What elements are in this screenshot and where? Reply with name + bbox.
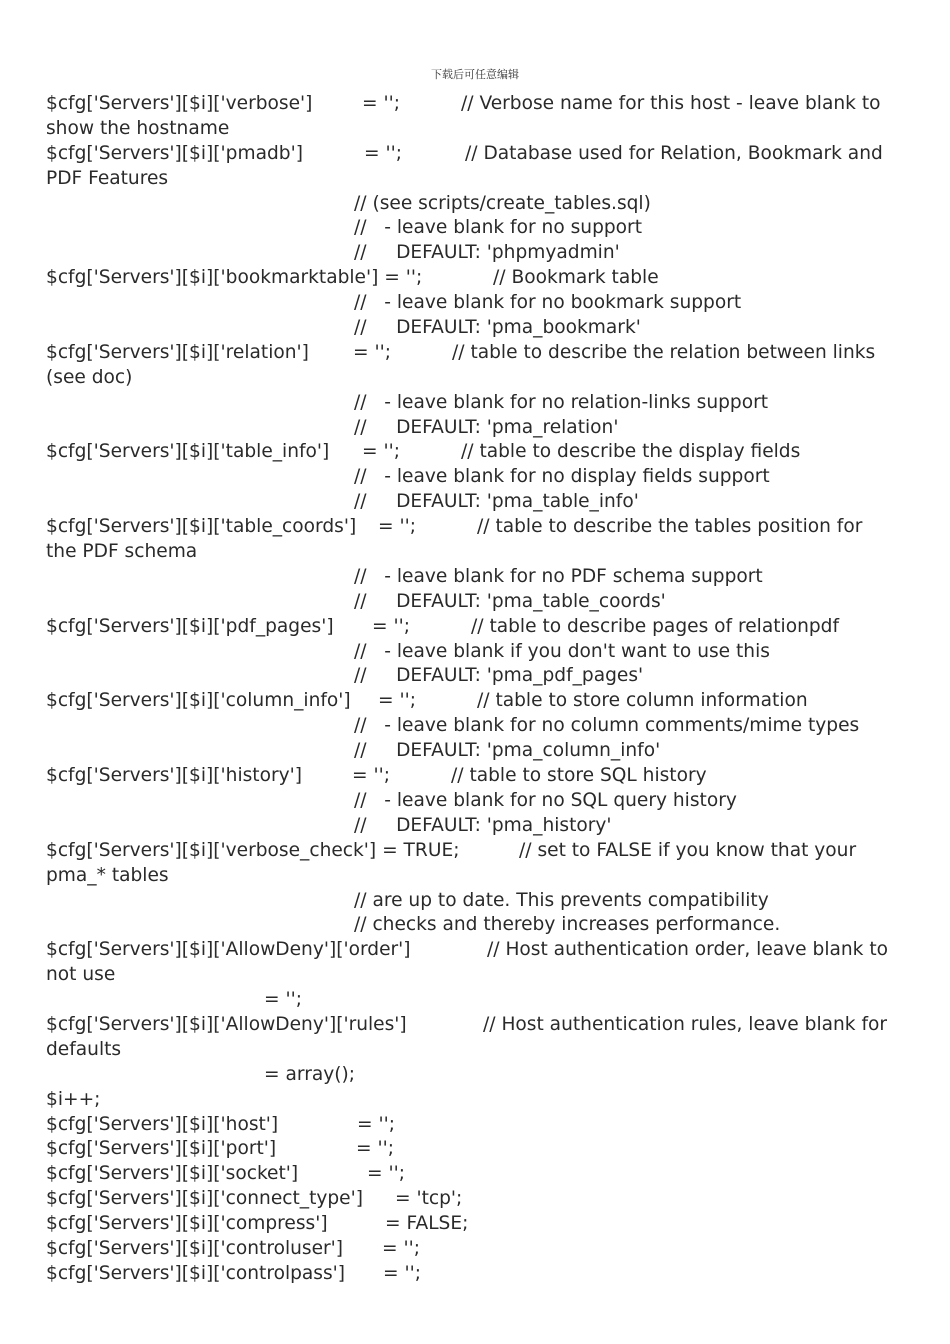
code-segment: // - leave blank for no support — [354, 217, 642, 239]
code-segment: // (see scripts/create_tables.sql) — [354, 192, 651, 214]
code-segment: // - leave blank for no relation-links support — [354, 391, 769, 413]
code-segment: // table to store column information — [477, 690, 808, 712]
code-segment: // DEFAULT: 'pma_history' — [354, 814, 612, 836]
code-segment: // - leave blank for no column comments/mime types — [354, 715, 860, 737]
code-segment: $cfg['Servers'][$i]['pdf_pages'] — [46, 615, 334, 637]
code-line — [46, 1162, 908, 1187]
code-segment: $cfg['Servers'][$i]['verbose'] — [46, 93, 313, 114]
code-line — [46, 714, 908, 739]
code-line — [46, 963, 908, 988]
code-line — [46, 789, 908, 814]
code-segment: the PDF schema — [46, 541, 198, 563]
code-segment: // Database used for Relation, Bookmark and — [465, 142, 883, 164]
code-segment: // - leave blank for no display fields support — [354, 466, 770, 488]
code-segment: PDF Features — [46, 167, 169, 189]
code-line — [46, 515, 908, 540]
page-header: 下载后可任意编辑 — [431, 68, 519, 81]
code-segment: $cfg['Servers'][$i]['port'] — [46, 1138, 277, 1160]
code-segment: // Bookmark table — [493, 267, 659, 289]
code-segment: // are up to date. This prevents compatibility — [354, 889, 769, 911]
code-line — [46, 440, 908, 465]
code-line — [46, 366, 908, 391]
code-line — [46, 266, 908, 291]
code-line — [46, 1063, 908, 1088]
code-segment: // table to describe pages of relationpdf — [471, 615, 840, 637]
code-segment: = array(); — [264, 1063, 356, 1085]
code-line — [46, 640, 908, 665]
code-line — [46, 1137, 908, 1162]
code-line — [46, 565, 908, 590]
code-line — [46, 913, 908, 938]
code-line — [46, 689, 908, 714]
code-segment: show the hostname — [46, 117, 230, 139]
code-segment: defaults — [46, 1038, 122, 1060]
code-line — [46, 92, 908, 117]
code-line — [46, 465, 908, 490]
code-segment: // Host authentication order, leave blank to — [487, 939, 889, 961]
code-segment: = ''; — [364, 142, 402, 164]
code-line — [46, 1262, 908, 1287]
code-segment: $cfg['Servers'][$i]['column_info'] — [46, 690, 351, 712]
code-segment: = ''; — [378, 516, 416, 538]
code-segment: // DEFAULT: 'pma_relation' — [354, 416, 619, 438]
code-segment: = ''; — [264, 989, 302, 1011]
code-line — [46, 1212, 908, 1237]
code-segment: // table to describe the relation between links — [452, 341, 876, 363]
code-line — [46, 1237, 908, 1262]
code-line — [46, 1113, 908, 1138]
code-segment: // table to describe the tables position for — [477, 516, 863, 538]
code-segment: = ''; — [352, 765, 390, 787]
code-line — [46, 864, 908, 889]
code-line — [46, 988, 908, 1013]
code-segment: = ''; — [353, 341, 391, 363]
code-line — [46, 764, 908, 789]
code-line — [46, 739, 908, 764]
code-line — [46, 814, 908, 839]
code-segment: // table to describe the display fields — [461, 441, 801, 463]
code-segment: (see doc) — [46, 366, 133, 388]
code-segment: // - leave blank for no SQL query history — [354, 789, 737, 811]
code-line — [46, 490, 908, 515]
code-segment: $i++; — [46, 1088, 101, 1110]
code-segment: = ''; — [362, 93, 400, 114]
code-segment: // - leave blank if you don't want to use this — [354, 640, 770, 662]
code-line — [46, 839, 908, 864]
code-segment: $cfg['Servers'][$i]['relation'] — [46, 341, 309, 363]
code-segment: // table to store SQL history — [451, 765, 707, 787]
code-segment: = ''; — [367, 1163, 405, 1185]
code-segment: // DEFAULT: 'pma_table_coords' — [354, 590, 666, 612]
code-line — [46, 1088, 908, 1113]
code-segment: pma_* tables — [46, 864, 169, 886]
code-segment: // Host authentication rules, leave blank for — [483, 1013, 888, 1035]
code-segment: // Verbose name for this host - leave blank to — [461, 93, 881, 114]
code-line — [46, 889, 908, 914]
code-line — [46, 117, 908, 142]
code-segment: $cfg['Servers'][$i]['verbose_check'] = TRUE; — [46, 839, 460, 861]
code-segment: = ''; — [362, 441, 400, 463]
code-line — [46, 416, 908, 441]
code-line — [46, 664, 908, 689]
code-segment: $cfg['Servers'][$i]['AllowDeny']['order'] — [46, 939, 411, 961]
code-segment: = ''; — [383, 1262, 421, 1284]
code-line — [46, 1038, 908, 1063]
code-segment: = FALSE; — [385, 1213, 469, 1235]
code-line — [46, 241, 908, 266]
code-segment: // DEFAULT: 'pma_table_info' — [354, 491, 639, 513]
code-line — [46, 291, 908, 316]
code-segment: $cfg['Servers'][$i]['history'] — [46, 765, 302, 787]
code-segment: $cfg['Servers'][$i]['bookmarktable'] = ''; — [46, 267, 423, 289]
code-line — [46, 540, 908, 565]
code-segment: $cfg['Servers'][$i]['socket'] — [46, 1163, 299, 1185]
code-segment: // - leave blank for no bookmark support — [354, 292, 742, 314]
code-line — [46, 1187, 908, 1212]
code-line — [46, 216, 908, 241]
code-segment: // DEFAULT: 'pma_pdf_pages' — [354, 665, 644, 687]
code-line — [46, 590, 908, 615]
code-segment: = 'tcp'; — [395, 1188, 463, 1210]
code-line — [46, 142, 908, 167]
code-segment: // DEFAULT: 'pma_bookmark' — [354, 317, 641, 339]
code-document — [46, 92, 908, 1287]
code-segment: $cfg['Servers'][$i]['controluser'] — [46, 1237, 344, 1259]
code-segment: = ''; — [357, 1113, 395, 1135]
code-line — [46, 1013, 908, 1038]
code-line — [46, 341, 908, 366]
code-line — [46, 192, 908, 217]
code-segment: $cfg['Servers'][$i]['host'] — [46, 1113, 279, 1135]
code-segment: // DEFAULT: 'phpmyadmin' — [354, 242, 620, 264]
code-segment: // DEFAULT: 'pma_column_info' — [354, 740, 661, 762]
code-segment: = ''; — [372, 615, 410, 637]
code-segment: $cfg['Servers'][$i]['compress'] — [46, 1213, 328, 1235]
code-segment: not use — [46, 964, 116, 986]
code-segment: = ''; — [356, 1138, 394, 1160]
code-line — [46, 938, 908, 963]
code-line — [46, 615, 908, 640]
code-segment: = ''; — [378, 690, 416, 712]
code-segment: // - leave blank for no PDF schema support — [354, 565, 763, 587]
code-line — [46, 167, 908, 192]
code-segment: $cfg['Servers'][$i]['connect_type'] — [46, 1188, 363, 1210]
code-segment: $cfg['Servers'][$i]['table_info'] — [46, 441, 330, 463]
code-segment: // checks and thereby increases performance. — [354, 914, 781, 936]
code-segment: $cfg['Servers'][$i]['pmadb'] — [46, 142, 303, 164]
code-segment: $cfg['Servers'][$i]['table_coords'] — [46, 516, 357, 538]
code-line — [46, 391, 908, 416]
code-segment: // set to FALSE if you know that your — [519, 839, 857, 861]
code-segment: $cfg['Servers'][$i]['AllowDeny']['rules'] — [46, 1013, 407, 1035]
code-segment: $cfg['Servers'][$i]['controlpass'] — [46, 1262, 346, 1284]
code-line — [46, 316, 908, 341]
code-segment: = ''; — [382, 1237, 420, 1259]
